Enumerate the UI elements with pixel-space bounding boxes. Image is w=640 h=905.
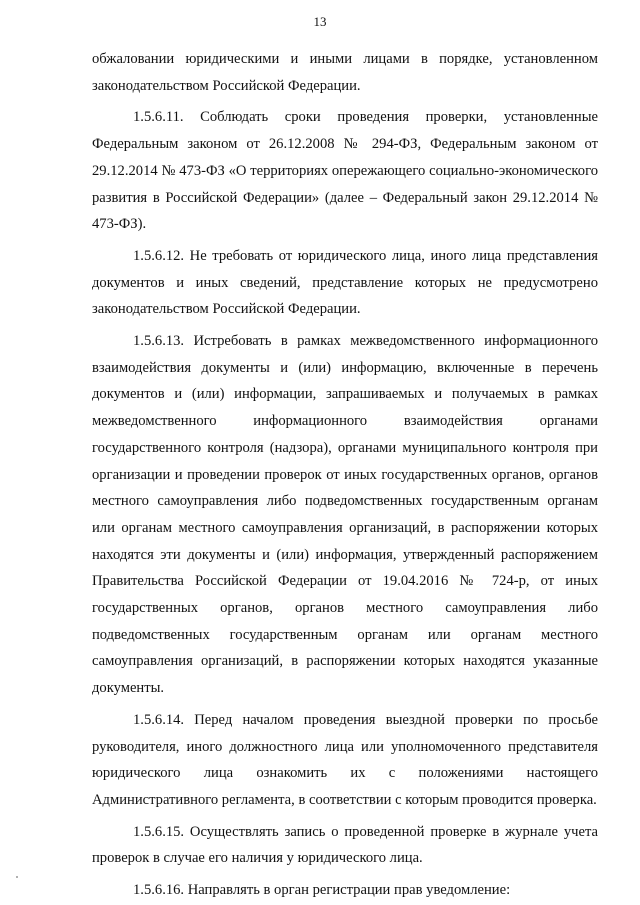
paragraph-1-5-6-14: 1.5.6.14. Перед началом проведения выездной проверки по просьбе руководителя, иного должностного лица или уполномоченного представителя юридического лица ознакомить их с положениями настоящего Административного регламента, в соответствии с которым проводится проверка. <box>92 711 598 808</box>
paragraph-1-5-6-16: 1.5.6.16. Направлять в орган регистрации прав уведомление: <box>133 882 511 899</box>
page-number: 13 <box>313 14 327 29</box>
paragraph-1-5-6-11: 1.5.6.11. Соблюдать сроки проведения проверки, установленные Федеральным законом от 26.12.2008 № 294-ФЗ, Федеральным законом от 29.12.2014 № 473-ФЗ «О территориях опережающего социально-экономического развития в Российской Федерации» (далее – Федеральный закон 29.12.2014 № 473-ФЗ). <box>92 109 598 233</box>
paragraph-1-5-6-13: 1.5.6.13. Истребовать в рамках межведомственного информационного взаимодействия документы и (или) информацию, включенные в перечень документов и (или) информации, запрашиваемых и получаемых в рамках межведомственного информационного взаимодействия органами государственного контроля (надзора), органами муниципального контроля при организации и проведении проверок от иных государственных органов, органов местного самоуправления либо подведомственных государственным органам или органам местного самоуправления организаций, в распоряжении которых находятся эти документы и (или) информация, утвержденный распоряжением Правительства Российской Федерации от 19.04.2016 № 724-р, от иных государственных органов, органов местного самоуправления либо подведомственных государственным органам или органам местного самоуправления организаций, в распоряжении которых находятся указанные документы. <box>92 333 598 697</box>
paragraph-1-5-6-12: 1.5.6.12. Не требовать от юридического лица, иного лица представления документов и иных сведений, представление которых не предусмотрено законодательством Российской Федерации. <box>92 247 598 318</box>
scan-artifact-dot <box>16 876 18 878</box>
paragraph-1-5-6-15: 1.5.6.15. Осуществлять запись о проведенной проверке в журнале учета проверок в случае его наличия у юридического лица. <box>92 823 598 867</box>
document-body <box>92 46 598 904</box>
paragraph-continuation: обжаловании юридическими и иными лицами в порядке, установленном законодательством Российской Федерации. <box>92 51 598 94</box>
